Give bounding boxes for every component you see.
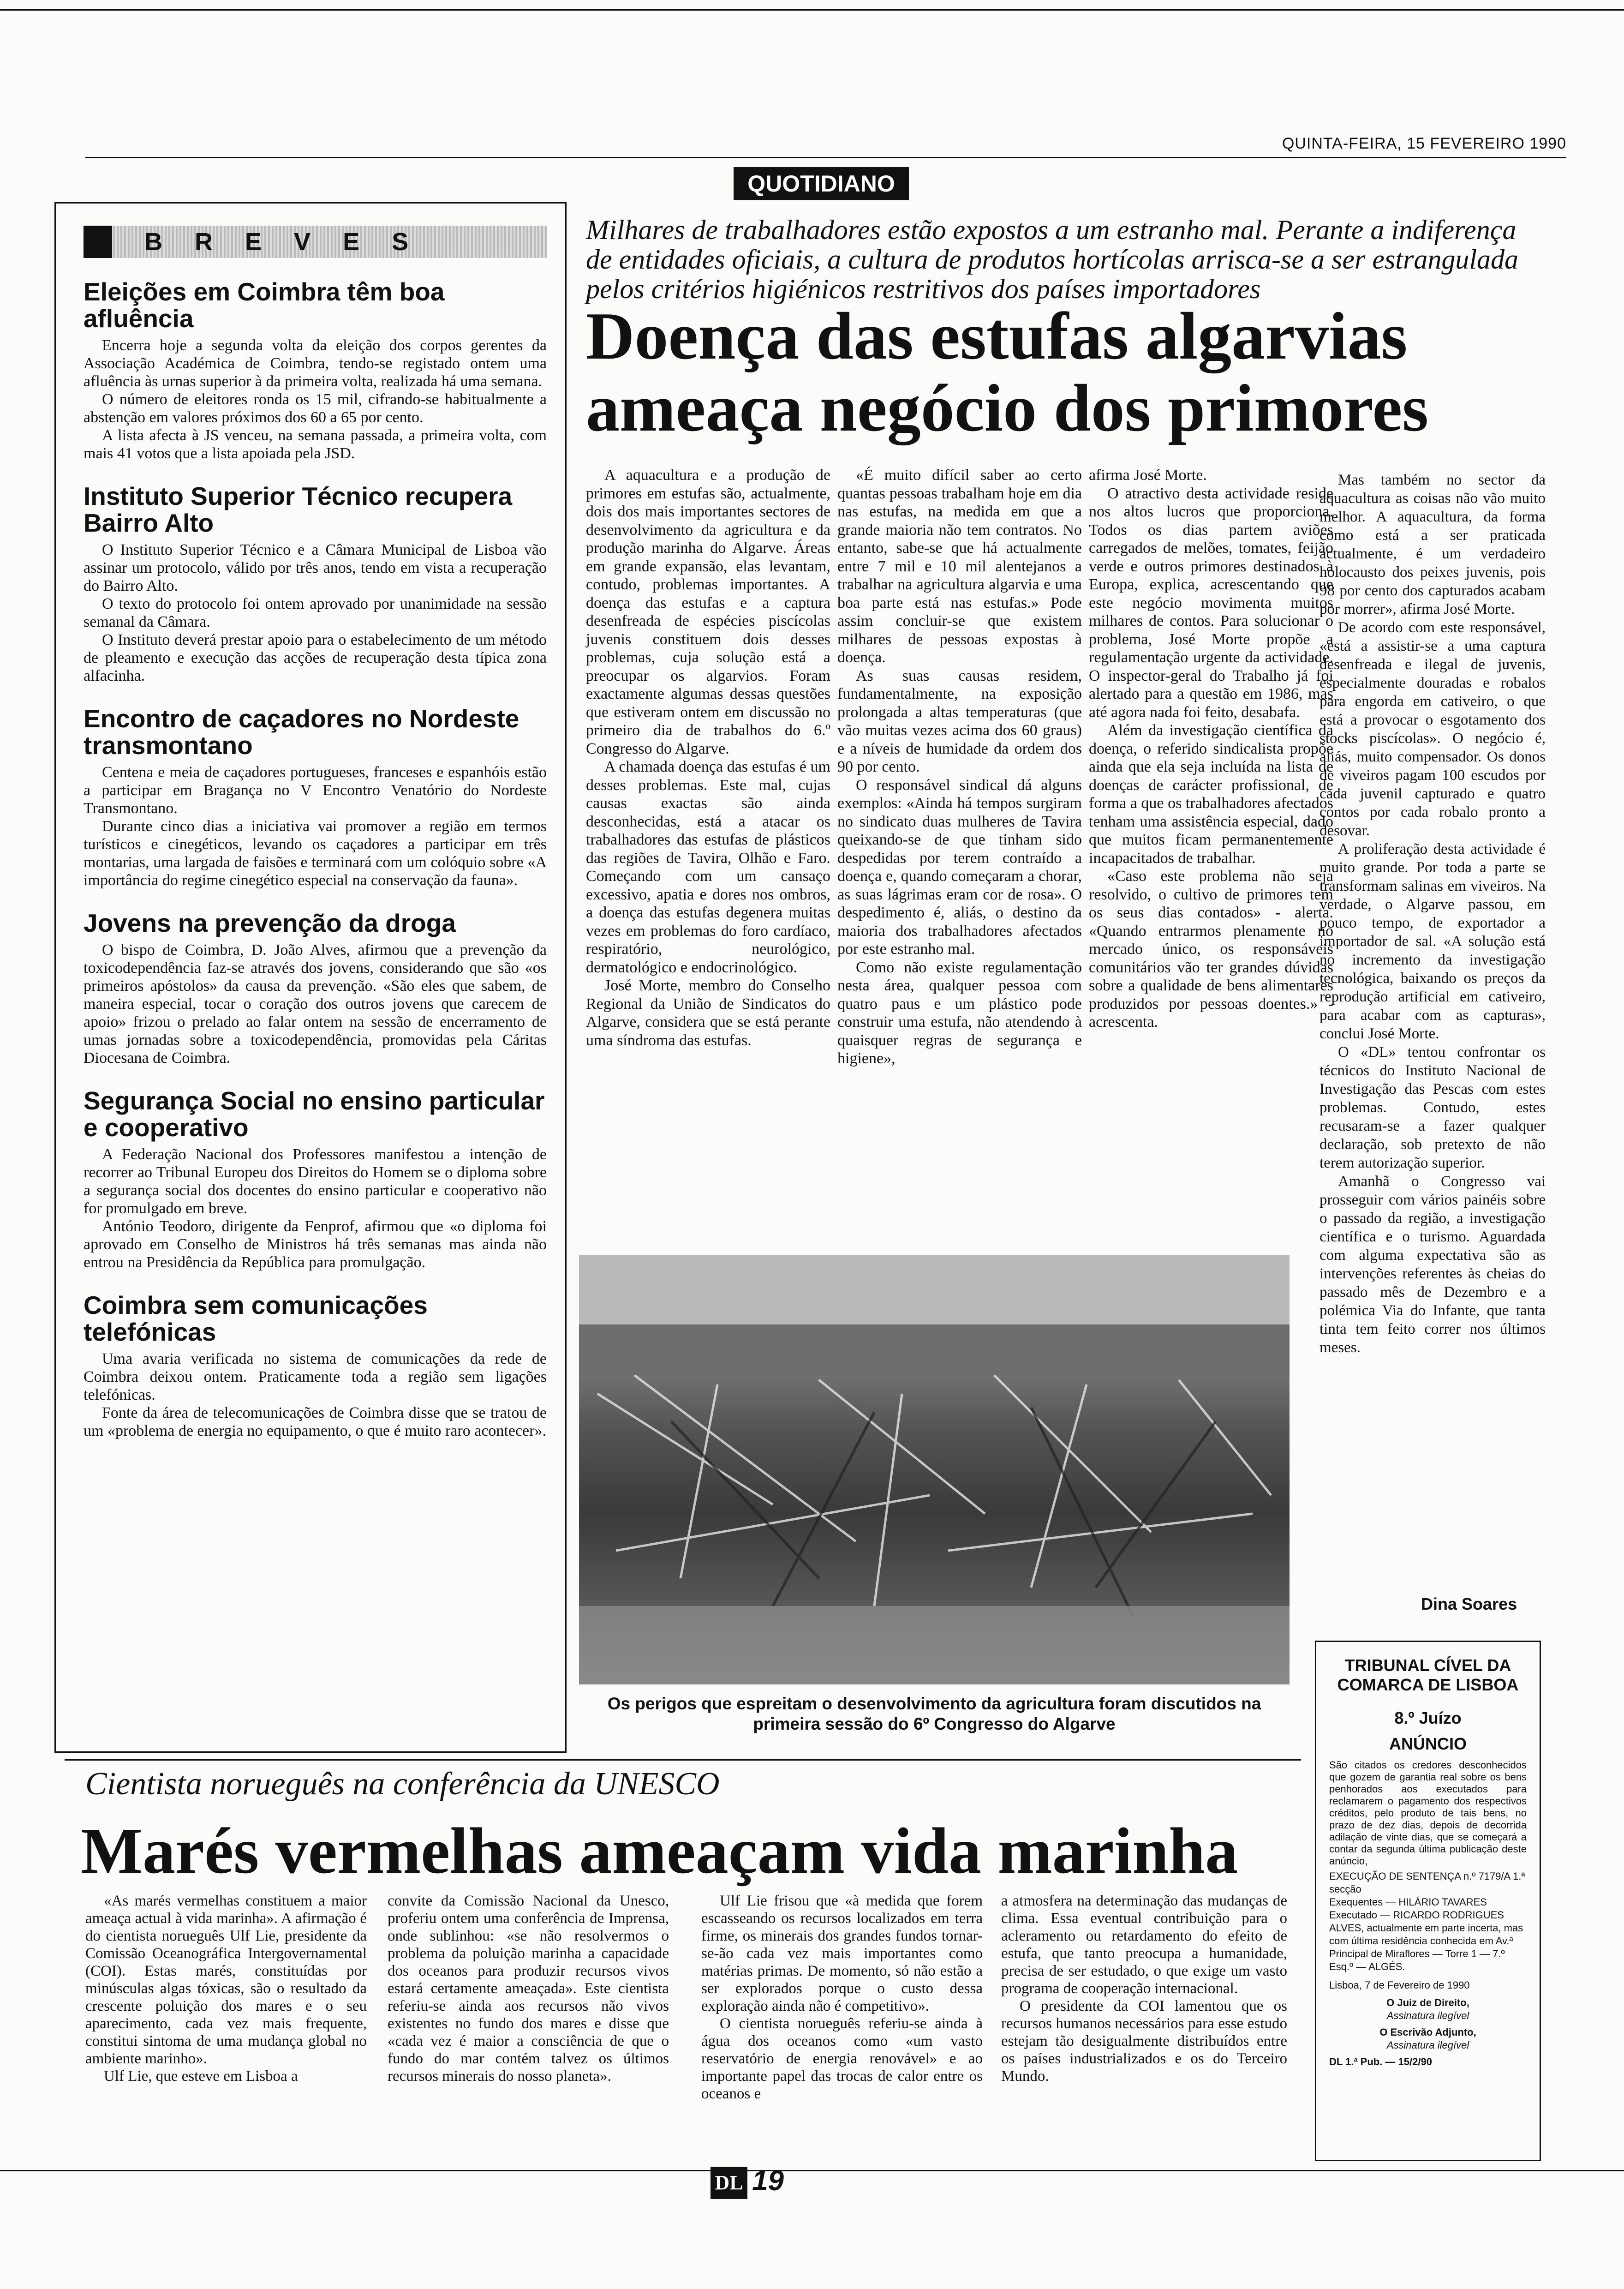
breves-square-icon <box>84 226 112 258</box>
court-notice-heading: ANÚNCIO <box>1389 1734 1467 1753</box>
second-paragraph: O presidente da COI lamentou que os recursos humanos necessários para esse estudo estejam tão desigualmente distribuídos entre os países industrializados e os do Terceiro Mundo. <box>1001 1998 1287 2085</box>
breves-letter: V <box>294 228 311 256</box>
brief-item <box>84 278 547 462</box>
brief-item <box>84 1292 547 1440</box>
photo-caption: Os perigos que espreitam o desenvolvimento da agricultura foram discutidos na primeira sessão do 6º Congresso do Algarve <box>607 1694 1261 1733</box>
section-label: QUOTIDIANO <box>734 167 909 200</box>
brief-paragraph: A Federação Nacional dos Professores manifestou a intenção de recorrer ao Tribunal Europeu dos Direitos do Homem se o diploma sobre a segurança social dos docentes do ensino particular e cooperativo não for promulgado em breve. <box>84 1146 547 1217</box>
second-column-4 <box>1001 1892 1287 2085</box>
second-paragraph: Ulf Lie frisou que «à medida que forem escasseando os recursos localizados em terra firme, os minerais dos grandes fundos tornar-se-ão cada vez mais importantes como matérias primas. De momento, só não estão a ser explorados porque o custo dessa exploração ainda não é competitivo». <box>701 1893 983 2014</box>
breves-letter: E <box>245 228 262 256</box>
byline: Dina Soares <box>1421 1594 1517 1613</box>
second-column-1 <box>85 1892 367 2085</box>
lead-paragraph: Além da investigação científica da doença, o referido sindicalista propõe ainda que ela seja incluída na lista de doenças de carácter profissional, de forma a que os trabalhadores afectados tenham uma assistência especial, dado que muitos ficam permanentemente incapacitados de trabalhar. <box>1089 722 1333 867</box>
brief-paragraph: Centena e meia de caçadores portugueses, franceses e espanhóis estão a participar em Bragança no V Encontro Venatório do Nordeste Transmontano. <box>84 764 547 817</box>
brief-title: Eleições em Coimbra têm boa afluência <box>84 277 445 333</box>
dl-logo: DL <box>710 2167 747 2199</box>
lead-paragraph: A aquacultura e a produção de primores em estufas são, actualmente, dois dos mais importantes sectores de desenvolvimento da agricultura e da produção marinha do Algarve. Áreas em grande expansão, elas levantam, contudo, problemas importantes. A doença das estufas e a captura desenfreada de espécies piscícolas juvenis constituem dois desses problemas, cuja solução está a preocupar os algarvios. Foram exactamente algumas dessas questões que estiveram ontem em discussão no primeiro dia de trabalhos do 6.º Congresso do Algarve. <box>586 467 830 757</box>
court-notice-reference: DL 1.ª Pub. — 15/2/90 <box>1329 2056 1432 2067</box>
breves-letter: R <box>195 228 213 256</box>
lead-paragraph: O responsável sindical dá alguns exemplos: «Ainda há tempos surgiram no sindicato duas mulheres de Tavira queixando-se de que tinham sido despedidas por terem contraído a doença e, quando começaram a chorar, as suas lágrimas eram cor de rosa». O despedimento é, aliás, o destino da maioria dos trabalhadores afectados por este estranho mal. <box>837 776 1082 958</box>
court-notice-line: EXECUÇÃO DE SENTENÇA n.º 7179/A 1.ª secção <box>1329 1870 1525 1895</box>
lead-paragraph: O «DL» tentou confrontar os técnicos do Instituto Nacional de Investigação das Pescas com estes problemas. Contudo, estes recusaram-se a fazer qualquer declaração, sob pretexto de não terem autorização superior. <box>1320 1044 1546 1171</box>
brief-paragraph: O Instituto Superior Técnico e a Câmara Municipal de Lisboa vão assinar um protocolo, válido por três anos, tendo em vista a recuperação do Bairro Alto. <box>84 541 547 594</box>
lead-paragraph: «É muito difícil saber ao certo quantas pessoas trabalham hoje em dia nas estufas, na medida em que a grande maioria não tem contratos. No entanto, sabe-se que há actualmente entre 7 mil e 10 mil alentejanos a trabalhar na agricultura algarvia e uma boa parte está nas estufas.» Pode assim concluir-se que existem milhares de pessoas expostas à doença. <box>837 467 1082 666</box>
court-notice-date: Lisboa, 7 de Fevereiro de 1990 <box>1329 1979 1470 1991</box>
court-notice-line: Executado — RICARDO RODRIGUES ALVES, actualmente em parte incerta, mas com última residência conhecida em Av.ª Principal de Miraflores — Torre 1 — 7.º Esq.º — ALGÉS. <box>1329 1909 1523 1972</box>
second-paragraph: convite da Comissão Nacional da Unesco, proferiu ontem uma conferência de Imprensa, onde sublinhou: «se não resolvermos o problema da poluição marinha a capacidade dos oceanos para produzir recursos vivos estará certamente ameaçada». Este cientista referiu-se ainda aos recursos não vivos existentes no fundo dos mares e disse que «cada vez é maior a consciência de que o fundo do mar contém talvez os últimos recursos minerais do nosso planeta». <box>388 1893 669 2085</box>
lead-paragraph: De acordo com este responsável, «está a assistir-se a uma captura desenfreada e ilegal de juvenis, especialmente douradas e robalos para engorda em cativeiro, o que está a provocar o esgotamento dos stocks piscícolas». O negócio é, aliás, muito compensador. Os donos de viveiros pagam 100 escudos por cada juvenil capturado e quatro contos por cada robalo pronto a desovar. <box>1320 619 1546 839</box>
second-column-3 <box>701 1892 983 2103</box>
bottom-rule <box>0 2170 1624 2171</box>
brief-title: Instituto Superior Técnico recupera Bairro Alto <box>84 482 513 537</box>
lead-headline: Doença das estufas algarvias ameaça negócio dos primores <box>586 299 1429 445</box>
brief-title: Coimbra sem comunicações telefónicas <box>84 1291 428 1346</box>
second-kicker: Cientista norueguês na conferência da UNESCO <box>85 1766 720 1802</box>
second-column-2 <box>388 1892 669 2085</box>
breves-letter: B <box>144 228 162 256</box>
court-notice-line: Exequentes — HILÁRIO TAVARES <box>1329 1896 1487 1908</box>
court-notice-signature: Assinatura ilegível <box>1386 2010 1469 2021</box>
second-paragraph: a atmosfera na determinação das mudanças de clima. Essa eventual contribuição para o acleramento ou retardamento do efeito de estufa, que tanto preocupa a humanidade, precisa de ser estudado, o que exige um vasto programa de cooperação internacional. <box>1001 1893 1287 1997</box>
lead-paragraph: José Morte, membro do Conselho Regional da União de Sindicatos do Algarve, considera que se está perante uma síndroma das estufas. <box>586 977 830 1049</box>
court-notice-body: São citados os credores desconhecidos que gozem de garantia real sobre os bens penhorados aos executados para reclamarem o pagamento dos respectivos créditos, pelo produto de tais bens, no prazo de dez dias, depois de decorrida adilação de vinte dias, que se começará a contar da segunda última publicação deste anúncio, <box>1329 1759 1527 1867</box>
second-headline: Marés vermelhas ameaçam vida marinha <box>81 1814 1238 1887</box>
top-rule <box>0 9 1624 11</box>
lead-paragraph: A proliferação desta actividade é muito grande. Por toda a parte se transformam salinas em viveiros. Na verdade, o Algarve passou, em pouco tempo, de exportador a importador de sal. «A solução está no incremento da investigação tecnológica, baixando os preços da reprodução artificial em cativeiro, para acabar com as capturas», conclui José Morte. <box>1320 841 1546 1042</box>
court-notice-signatory: O Escrivão Adjunto, <box>1379 2026 1476 2038</box>
lead-paragraph: afirma José Morte. <box>1089 467 1207 484</box>
lead-column-2 <box>837 466 1082 1068</box>
brief-item <box>84 910 547 1067</box>
court-notice-box <box>1315 1641 1541 2161</box>
brief-paragraph: António Teodoro, dirigente da Fenprof, afirmou que «o diploma foi aprovado em Conselho de Ministros há três semanas mas ainda não entrou na Presidência da República para promulgação. <box>84 1218 547 1271</box>
lead-column-1 <box>586 466 830 1049</box>
lead-column-3 <box>1089 466 1333 1031</box>
lead-deck: Milhares de trabalhadores estão expostos a um estranho mal. Perante a indiferença de entidades oficiais, a cultura de produtos hortícolas arrisca-se a ser estrangulada pelos critérios higiénicos restritivos dos países importadores <box>586 215 1518 304</box>
second-paragraph: Ulf Lie, que esteve em Lisboa a <box>104 2068 298 2085</box>
brief-item <box>84 705 547 889</box>
brief-paragraph: O bispo de Coimbra, D. João Alves, afirmou que a prevenção da toxicodependência faz-se através dos jovens, considerando que são «os primeiros apóstolos» da causa da prevenção. «São eles que sabem, de maneira especial, tocar o coração dos outros jovens que carecem de apoio» frizou o prelado ao falar ontem na sessão de encerramento de umas jornadas sobre a toxicodependência, promovidas pela Cáritas Diocesana de Coimbra. <box>84 941 547 1067</box>
second-paragraph: O cientista norueguês referiu-se ainda à água dos oceanos como «um vasto reservatório de energia renovável» e ao importante papel das trocas de calor entre os oceanos e <box>701 2015 983 2102</box>
breves-letter: E <box>343 228 360 256</box>
brief-paragraph: Durante cinco dias a iniciativa vai promover a região em termos turísticos e cinegéticos, levando os caçadores a participar em três montarias, uma largada de faisões e terminará com um colóquio sobre «A importância do regime cinegético especial na conservação da fauna». <box>84 818 547 889</box>
page-number: 19 <box>752 2165 784 2197</box>
lead-paragraph: «Caso este problema não seja resolvido, o cultivo de primores tem os seus dias contados» - alerta. «Quando entrarmos plenamente no mercado único, os responsáveis comunitários vão ter grandes dúvidas sobre a qualidade de bens alimentares produzidos por pessoas doentes.» - acrescenta. <box>1089 868 1333 1031</box>
court-notice-signatory: O Juiz de Direito, <box>1386 1997 1469 2008</box>
brief-title: Segurança Social no ensino particular e cooperativo <box>84 1086 545 1142</box>
dateline: QUINTA-FEIRA, 15 FEVEREIRO 1990 <box>1282 135 1566 152</box>
brief-paragraph: O texto do protocolo foi ontem aprovado por unanimidade na sessão semanal da Câmara. <box>84 595 547 630</box>
court-notice-title: TRIBUNAL CÍVEL DA COMARCA DE LISBOA <box>1337 1656 1519 1694</box>
lead-paragraph: O atractivo desta actividade reside nos altos lucros que proporciona. Todos os dias partem aviões carregados de melões, tomates, feijão verde e outros primores destinados à Europa, explica, acrescentando que este negócio movimenta muitos milhares de contos. Para solucionar o problema, José Morte propõe a regulamentação urgente da actividade. O inspector-geral do Trabalho já foi alertado para a questão em 1986, mas até agora nada foi feito, desabafa. <box>1089 485 1333 721</box>
header-rule <box>85 157 1566 158</box>
brief-paragraph: Encerra hoje a segunda volta da eleição dos corpos gerentes da Associação Académica de Coimbra, tendo-se registado ontem uma afluência às urnas superior à da primeira volta, realizada há uma semana. <box>84 337 547 390</box>
lead-paragraph: A chamada doença das estufas é um desses problemas. Este mal, cujas causas exactas são ainda desconhecidas, está a atacar os trabalhadores das estufas de plásticos das regiões de Tavira, Olhão e Faro. Começando com um cansaço excessivo, apatia e dores nos ombros, a doença das estufas degenera muitas vezes em problemas do foro cardíaco, respiratório, neurológico, dermatológico e endocrinológico. <box>586 758 830 976</box>
breves-box <box>54 202 567 1753</box>
brief-paragraph: A lista afecta à JS venceu, na semana passada, a primeira volta, com mais 41 votos que a lista apoiada pela JSD. <box>84 427 547 462</box>
brief-paragraph: O número de eleitores ronda os 15 mil, cifrando-se habitualmente a abstenção em valores próximos dos 60 a 65 por cento. <box>84 391 547 426</box>
lead-paragraph: Como não existe regulamentação nesta área, qualquer pessoa com quatro paus e um plástico pode construir uma estufa, não atendendo à quaisquer regras de segurança e higiene», <box>837 959 1082 1067</box>
brief-title: Encontro de caçadores no Nordeste transmontano <box>84 704 519 760</box>
greenhouse-photo <box>579 1255 1290 1684</box>
breves-letter: S <box>392 228 409 256</box>
greenhouse-photo-graphic <box>579 1255 1290 1684</box>
second-story-rule <box>65 1759 1301 1761</box>
lead-paragraph: Mas também no sector da aquacultura as coisas não vão muito melhor. A aquacultura, da forma como está a ser praticada actualmente, é um verdadeiro holocausto dos peixes juvenis, pois 98 por cento dos capturados acabam por morrer», afirma José Morte. <box>1320 472 1546 617</box>
brief-item <box>84 483 547 685</box>
court-notice-juizo: 8.º Juízo <box>1394 1708 1462 1727</box>
brief-item <box>84 1087 547 1271</box>
lead-column-4 <box>1320 471 1546 1357</box>
brief-title: Jovens na prevenção da droga <box>84 909 456 937</box>
breves-header <box>84 226 547 258</box>
court-notice-signature: Assinatura ilegível <box>1386 2039 1469 2051</box>
second-paragraph: «As marés vermelhas constituem a maior ameaça actual à vida marinha». A afirmação é do cientista norueguês Ulf Lie, presidente da Comissão Oceanográfica Intergovernamental (COI). Estas marés, constituídas por minúsculas algas tóxicas, são o resultado da crescente poluição dos mares e o seu aparecimento, cada vez mais frequente, constitui sintoma de uma mudança global no ambiente marinho». <box>85 1893 367 2067</box>
lead-paragraph: As suas causas residem, fundamentalmente, na exposição prolongada a altas temperaturas (que vão muitas vezes acima dos 60 graus) e a níveis de humidade da ordem dos 90 por cento. <box>837 667 1082 775</box>
lead-paragraph: Amanhã o Congresso vai prosseguir com vários painéis sobre o passado da região, a investigação científica e o turismo. Aguardada com alguma expectativa são as intervenções referentes às cheias do passado mês de Dezembro e a polémica Via do Infante, que tanta tinta tem feito correr nos últimos meses. <box>1320 1173 1546 1356</box>
brief-paragraph: Fonte da área de telecomunicações de Coimbra disse que se tratou de um «problema de energia no equipamento, o que é muito raro acontecer». <box>84 1404 547 1439</box>
brief-paragraph: Uma avaria verificada no sistema de comunicações da rede de Coimbra deixou ontem. Praticamente toda a região sem ligações telefónicas. <box>84 1350 547 1403</box>
brief-paragraph: O Instituto deverá prestar apoio para o estabelecimento de um método de pleamento e execução das acções de recuperação desta típica zona alfacinha. <box>84 631 547 684</box>
